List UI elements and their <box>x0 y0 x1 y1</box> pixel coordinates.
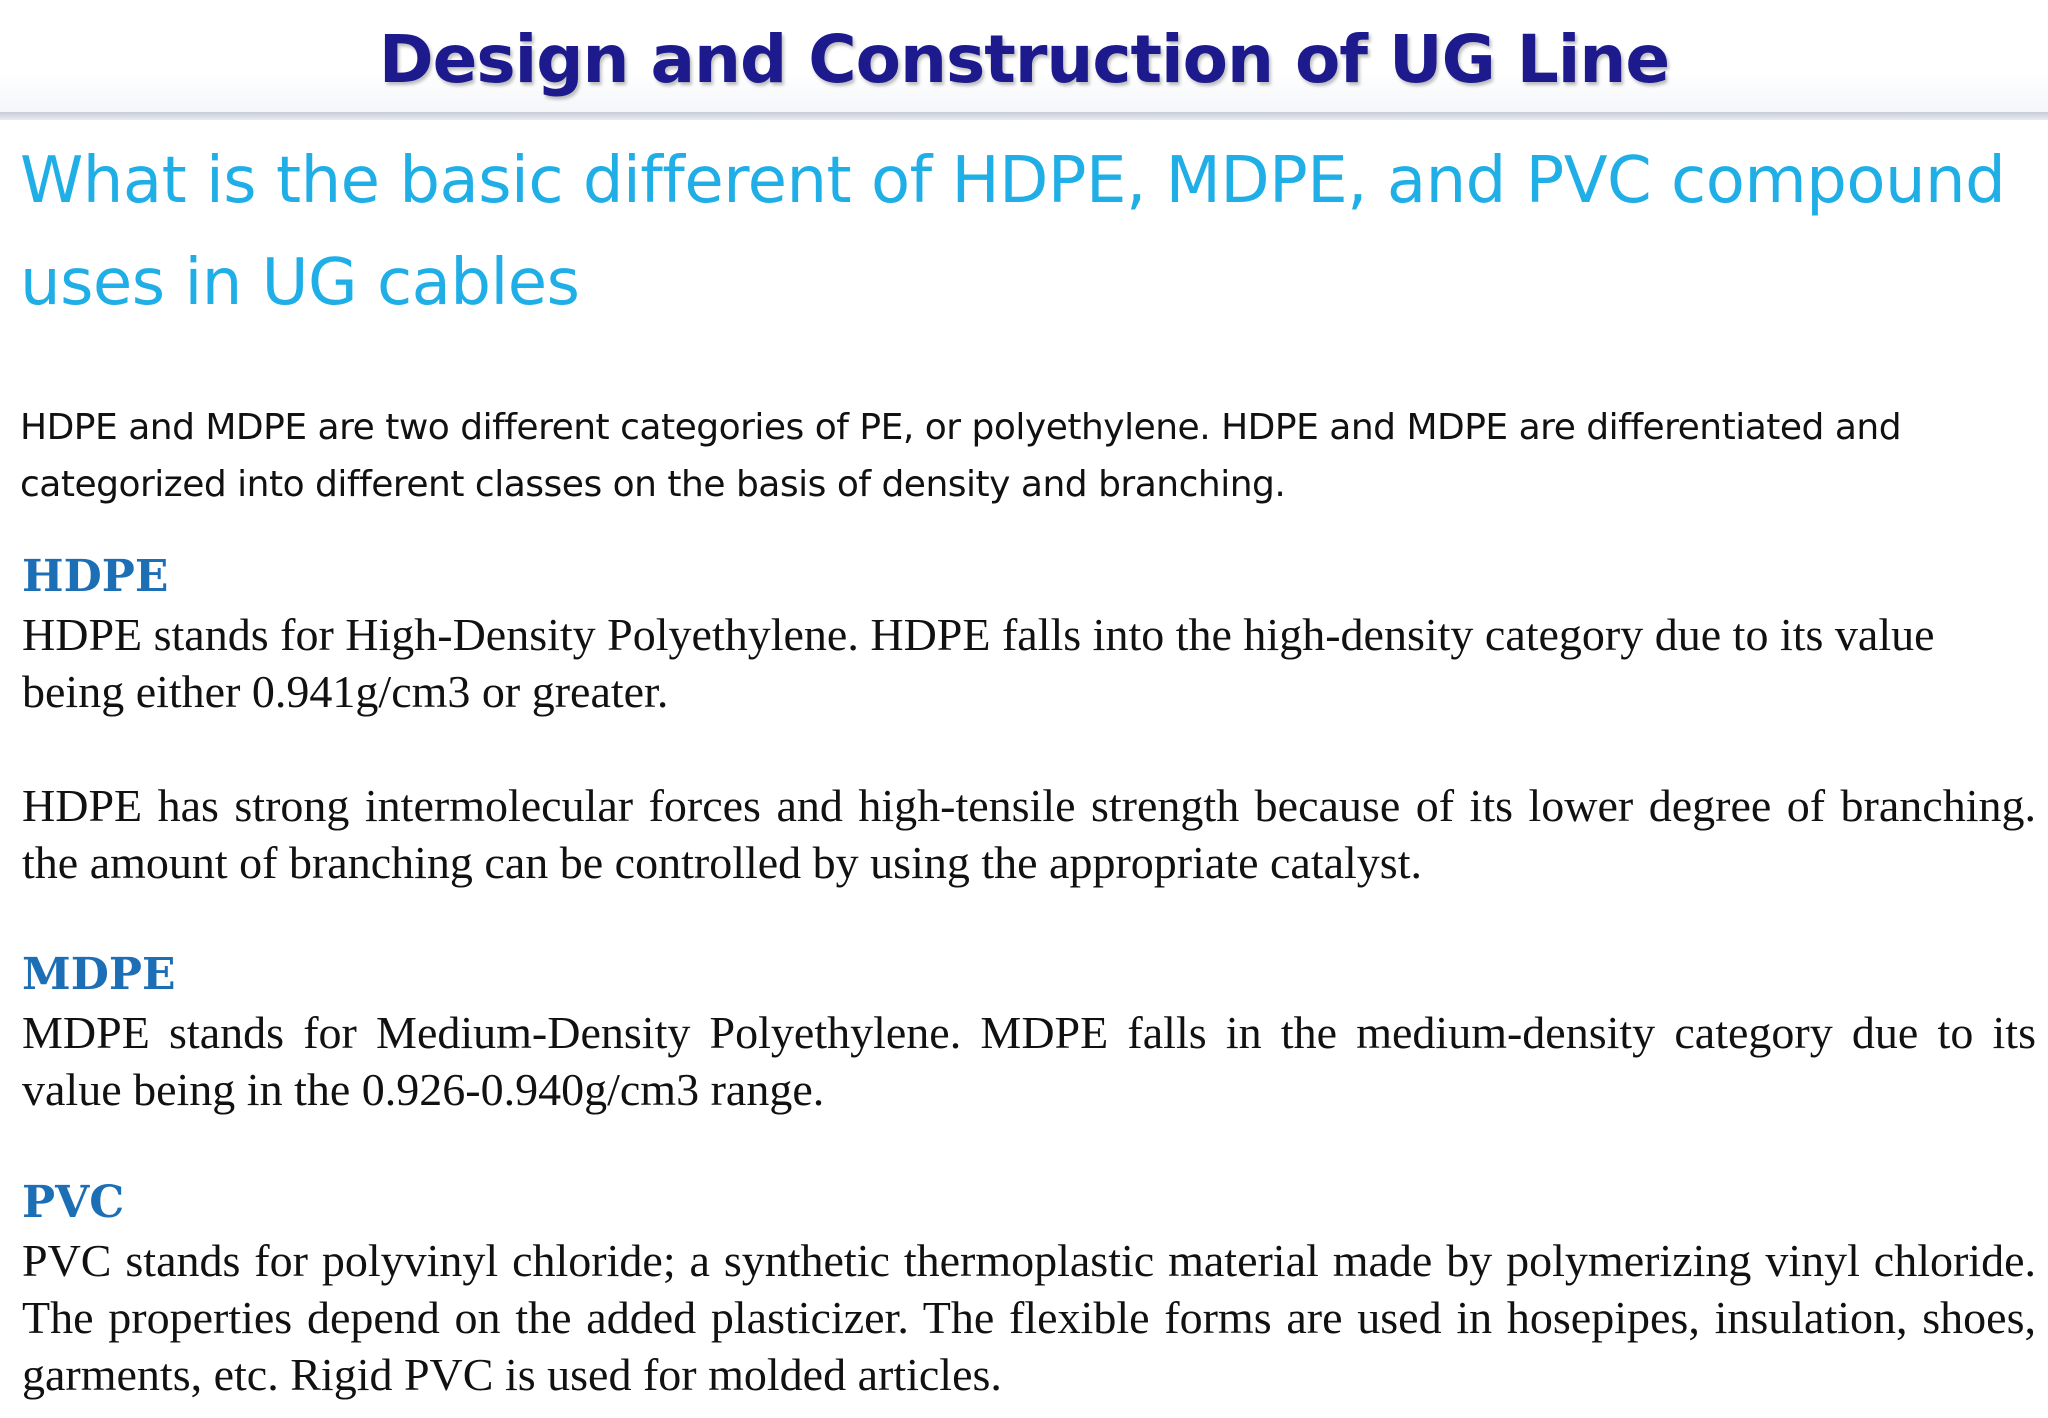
slide-header <box>0 0 2048 118</box>
slide-title: Design and Construction of UG Line <box>378 21 1670 98</box>
pvc-definition-paragraph: PVC stands for polyvinyl chloride; a synthetic thermoplastic material made by polymerizing vinyl chloride. The properties depend on the added plasticizer. The flexible forms are used in hosepipes, insulation, shoes, garments, etc. Rigid PVC is used for molded articles. <box>22 1235 2036 1400</box>
mdpe-definition-paragraph: MDPE stands for Medium-Density Polyethylene. MDPE falls in the medium-density category due to its value being in the 0.926-0.940g/cm3 range. <box>22 1007 2036 1115</box>
hdpe-properties-paragraph: HDPE has strong intermolecular forces and high-tensile strength because of its lower degree of branching. the amount of branching can be controlled by using the appropriate catalyst. <box>22 780 2036 888</box>
header-divider <box>0 112 2048 120</box>
hdpe-definition-paragraph: HDPE stands for High-Density Polyethylene. HDPE falls into the high-density category due to its value being either 0.941g/cm3 or greater. <box>22 609 1935 717</box>
question-heading: What is the basic different of HDPE, MDPE, and PVC compound uses in UG cables <box>20 144 2006 320</box>
intro-paragraph: HDPE and MDPE are two different categories of PE, or polyethylene. HDPE and MDPE are differentiated and categorized into different classes on the basis of density and branching. <box>20 407 1902 505</box>
section-heading-pvc: PVC <box>22 1177 125 1228</box>
section-heading-hdpe: HDPE <box>22 551 169 602</box>
section-heading-mdpe: MDPE <box>22 949 176 1000</box>
